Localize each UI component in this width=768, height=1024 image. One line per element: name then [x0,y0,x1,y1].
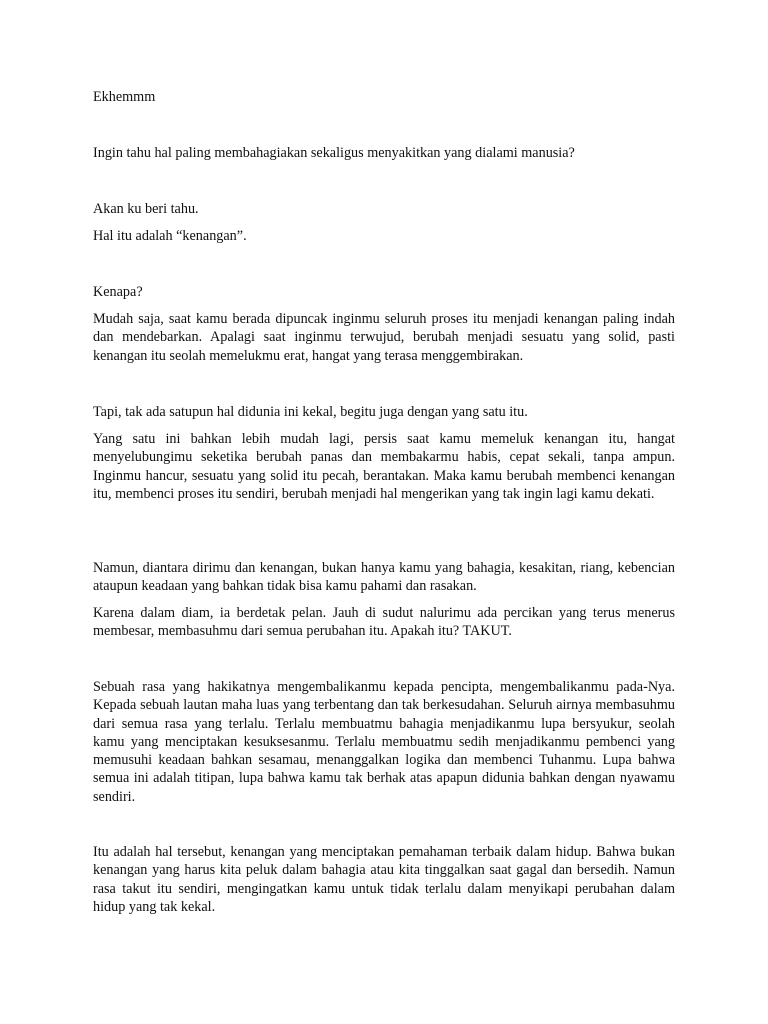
paragraph-conclusion: Itu adalah hal tersebut, kenangan yang menciptakan pemahaman terbaik dalam hidup. Bahwa bukan kenangan yang harus kita peluk dalam bahagia atau kita tinggalkan saat gagal dan bersedih. Namun rasa takut itu sendiri, mengingatkan kamu untuk tidak terlalu dalam menyikapi perubahan dalam hidup yang tak kekal. [93,844,675,915]
why-line: Kenapa? [93,284,143,300]
paragraph-loss: Yang satu ini bahkan lebih mudah lagi, persis saat kamu memeluk kenangan itu, hangat menyelubungimu seketika berubah panas dan membakarmu habis, cepat sekali, tanpa ampun. Inginmu hancur, sesuatu yang solid itu pecah, berantakan. Maka kamu berubah membenci kenangan itu, membenci proses itu sendiri, berubah menjadi hal mengerikan yang tak ingin lagi kamu dekati. [93,431,675,502]
paragraph-transition: Tapi, tak ada satupun hal didunia ini kekal, begitu juga dengan yang satu itu. [93,404,528,420]
greeting-line: Ekhemmm [93,89,156,105]
paragraph-between: Namun, diantara dirimu dan kenangan, bukan hanya kamu yang bahagia, kesakitan, riang, kebencian ataupun keadaan yang bahkan tidak bisa kamu pahami dan rasakan. [93,560,675,595]
question-line: Ingin tahu hal paling membahagiakan sekaligus menyakitkan yang dialami manusia? [93,145,575,161]
paragraph-fear: Karena dalam diam, ia berdetak pelan. Jauh di sudut nalurimu ada percikan yang terus menerus membesar, membasuhmu dari semua perubahan itu. Apakah itu? TAKUT. [93,605,675,640]
paragraph-creator: Sebuah rasa yang hakikatnya mengembalikanmu kepada pencipta, mengembalikanmu pada-Nya. Kepada sebuah lautan maha luas yang terbentang dan tak berkesudahan. Seluruh airnya membasuhmu dari semua rasa yang terlalu. Terlalu membuatmu bahagia menjadikanmu lupa bersyukur, seolah kamu yang menciptakan kesuksesanmu. Terlalu membuatmu sedih menjadikanmu pembenci yang memusuhi keadaan bahkan sesamau, menanggalkan logika dan membenci Tuhanmu. Lupa bahwa semua ini adalah titipan, lupa bahwa kamu tak berhak atas apapun didunia bahkan dengan nyawamu sendiri. [93,679,675,805]
answer-intro-line: Akan ku beri tahu. [93,201,199,217]
paragraph-explanation: Mudah saja, saat kamu berada dipuncak inginmu seluruh proses itu menjadi kenangan paling indah dan mendebarkan. Apalagi saat inginmu terwujud, berubah menjadi sesuatu yang solid, pasti kenangan itu seolah memelukmu erat, hangat yang terasa menggembirakan. [93,311,675,364]
answer-line: Hal itu adalah “kenangan”. [93,228,247,244]
